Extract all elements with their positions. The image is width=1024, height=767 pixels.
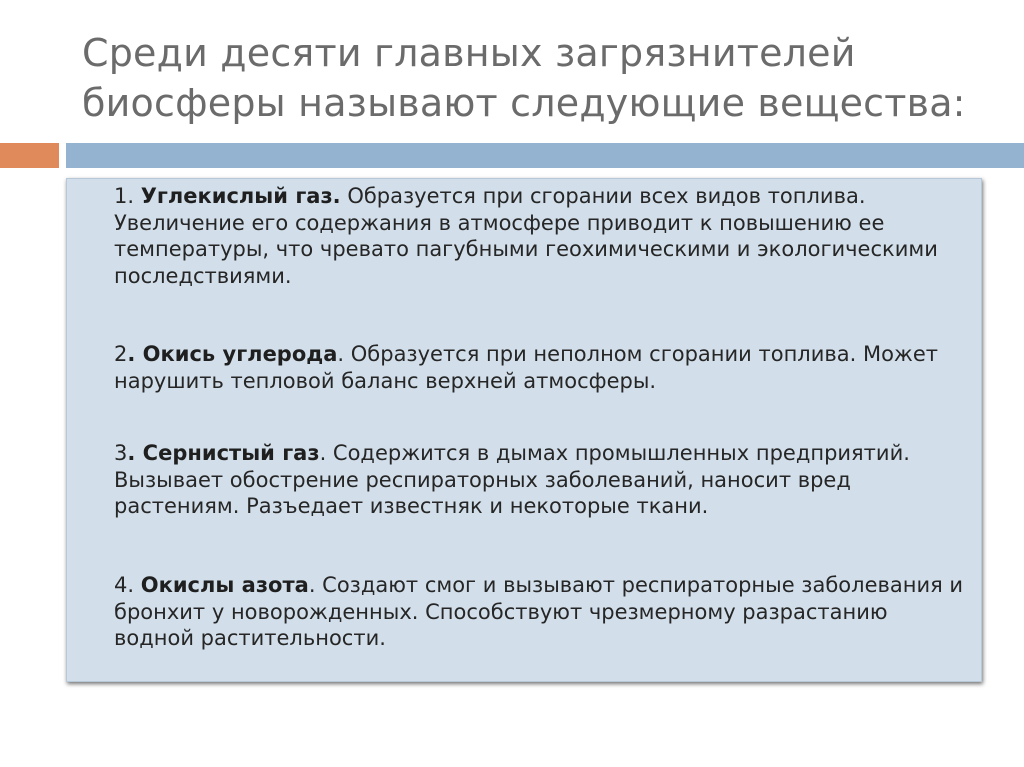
item-name: . Окись углерода (127, 342, 338, 366)
item-description: Образуется при сгорании всех видов топлива. Увеличение его содержания в атмосфере приводит к повышению ее температуры, что чревато пагубными геохимическими и экологическими последствиями. (114, 184, 938, 288)
item-description: . Содержится в дымах промышленных предприятий. Вызывает обострение респираторных заболеваний, наносит вред растениям. Разъедает известняк и некоторые ткани. (114, 441, 910, 518)
slide-title-line-1: Среди десяти главных загрязнителей (82, 31, 856, 75)
slide-title-line-2: биосферы называют следующие вещества: (82, 81, 966, 125)
slide-title (82, 28, 982, 128)
pollutant-item-co2 (114, 183, 974, 289)
item-description: . Образуется при неполном сгорании топлива. Может нарушить тепловой баланс верхней атмосферы. (114, 342, 939, 393)
pollutant-item-nox (114, 572, 974, 652)
pollutants-text-box (66, 178, 982, 682)
pollutant-item-so2 (114, 440, 974, 520)
accent-bar-blue (66, 143, 1024, 168)
item-name: Окислы азота (140, 573, 309, 597)
item-name: Углекислый газ. (140, 184, 341, 208)
pollutant-item-co (114, 341, 974, 394)
item-name: . Сернистый газ (127, 441, 320, 465)
item-number: 2 (114, 342, 128, 366)
item-description: . Создают смог и вызывают респираторные заболевания и бронхит у новорожденных. Способствуют чрезмерному разрастанию водной растительности. (114, 573, 964, 650)
item-number: 4. (114, 573, 141, 597)
item-number: 3 (114, 441, 128, 465)
item-number: 1. (114, 184, 141, 208)
accent-bar-orange (0, 143, 59, 168)
